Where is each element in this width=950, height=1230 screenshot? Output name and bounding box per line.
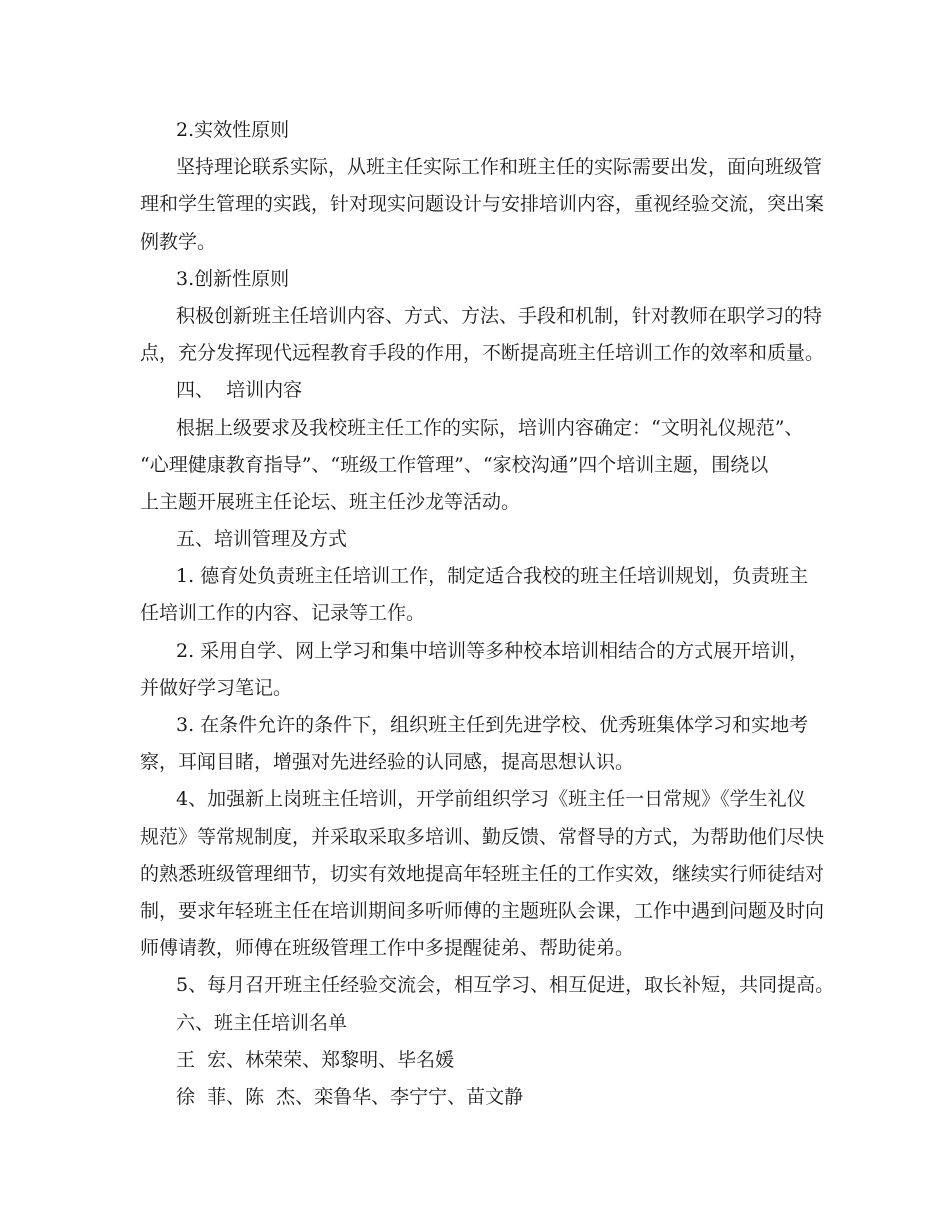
section-heading-training-management: 五、培训管理及方式 xyxy=(176,528,348,551)
section-heading-trainee-list: 六、班主任培训名单 xyxy=(176,1011,348,1034)
paragraph-line: 积极创新班主任培训内容、方式、方法、手段和机制，针对教师在职学习的特 xyxy=(176,304,823,327)
name-list-line: 王 宏、林荣荣、郑黎明、毕名媛 xyxy=(176,1048,455,1071)
paragraph-line: 上主题开展班主任论坛、班主任沙龙等活动。 xyxy=(140,490,521,513)
list-item-line: 的熟悉班级管理细节，切实有效地提高年轻班主任的工作实效，继续实行师徒结对 xyxy=(140,862,825,885)
paragraph-line: 坚持理论联系实际，从班主任实际工作和班主任的实际需要出发，面向班级管 xyxy=(176,156,823,179)
paragraph-line: 例教学。 xyxy=(140,230,217,253)
list-item-line: 规范》等常规制度，并采取采取多培训、勤反馈、常督导的方式，为帮助他们尽快 xyxy=(140,825,825,848)
list-item-line: 5、每月召开班主任经验交流会，相互学习、相互促进，取长补短，共同提高。 xyxy=(176,974,835,997)
list-item-line: 师傅请教，师傅在班级管理工作中多提醒徒弟、帮助徒弟。 xyxy=(140,937,635,960)
list-item-line: 察，耳闻目睹，增强对先进经验的认同感，提高思想认识。 xyxy=(140,751,635,774)
paragraph-line: 点，充分发挥现代远程教育手段的作用，不断提高班主任培训工作的效率和质量。 xyxy=(140,342,825,365)
list-item-line: 制，要求年轻班主任在培训期间多听师傅的主题班队会课，工作中遇到问题及时向 xyxy=(140,899,825,922)
heading-effectiveness-principle: 2.实效性原则 xyxy=(176,119,290,141)
section-heading-training-content: 四、 培训内容 xyxy=(176,379,303,402)
heading-innovation-principle: 3.创新性原则 xyxy=(176,267,290,290)
list-item-line: 1. 德育处负责班主任培训工作，制定适合我校的班主任培训规划，负责班主 xyxy=(176,565,809,588)
list-item-line: 并做好学习笔记。 xyxy=(140,676,293,699)
list-item-line: 4、加强新上岗班主任培训，开学前组织学习《班主任一日常规》《学生礼仪 xyxy=(176,788,806,811)
list-item-line: 2. 采用自学、网上学习和集中培训等多种校本培训相结合的方式展开培训， xyxy=(176,639,809,662)
list-item-line: 3. 在条件允许的条件下，组织班主任到先进学校、优秀班集体学习和实地考 xyxy=(176,714,809,736)
document-body xyxy=(140,112,835,1116)
paragraph-line: 理和学生管理的实践，针对现实问题设计与安排培训内容，重视经验交流，突出案 xyxy=(140,193,825,216)
list-item-line: 任培训工作的内容、记录等工作。 xyxy=(140,602,426,625)
paragraph-line: 根据上级要求及我校班主任工作的实际，培训内容确定：“文明礼仪规范”、 xyxy=(176,416,804,439)
paragraph-line: “心理健康教育指导”、“班级工作管理”、“家校沟通”四个培训主题，围绕以 xyxy=(140,453,769,476)
name-list-line: 徐 菲、陈 杰、栾鲁华、李宁宁、苗文静 xyxy=(176,1085,524,1108)
